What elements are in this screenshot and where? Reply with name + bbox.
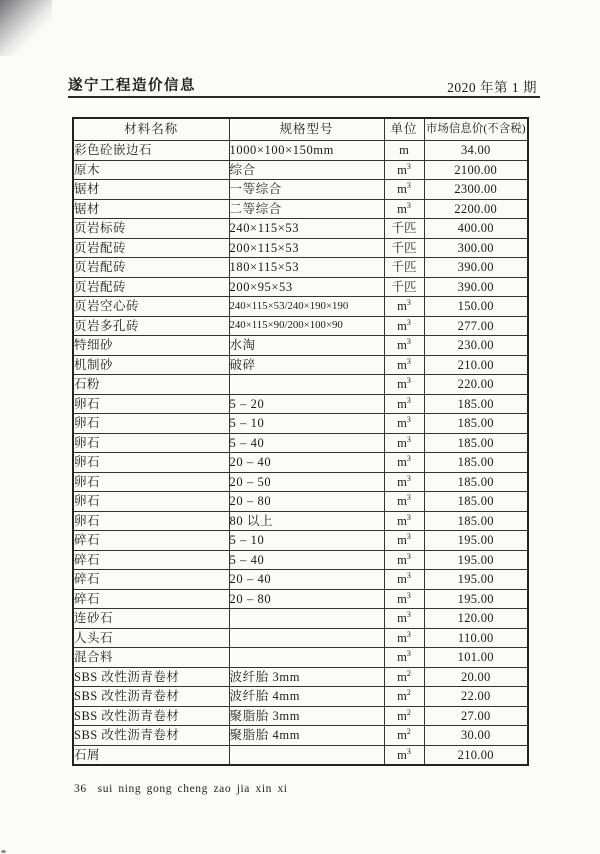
material-name-cell: 页岩配砖 [73, 258, 229, 278]
unit-cell: $m^3$ [384, 160, 424, 180]
material-name-cell: 人头石 [73, 628, 229, 648]
spec-cell: 破碎 [229, 355, 384, 375]
unit-cell: $m^3$ [384, 199, 424, 219]
material-name-cell: SBS 改性沥青卷材 [73, 667, 229, 687]
price-cell: 195.00 [424, 550, 528, 570]
price-cell: 400.00 [424, 219, 528, 239]
price-cell: 220.00 [424, 375, 528, 395]
material-name-cell: 碎石 [73, 570, 229, 590]
price-cell: 195.00 [424, 531, 528, 551]
table-row [73, 648, 528, 668]
spec-cell: 180×115×53 [229, 258, 384, 278]
table-row [73, 667, 528, 687]
table-row [73, 745, 528, 765]
unit-cell: $m^3$ [384, 355, 424, 375]
table-row [73, 687, 528, 707]
spec-cell: 20 – 50 [229, 472, 384, 492]
table-row [73, 316, 528, 336]
unit-cell: m [384, 141, 424, 161]
material-name-cell: 页岩空心砖 [73, 297, 229, 317]
unit-cell: $m^3$ [384, 336, 424, 356]
material-name-cell: 特细砂 [73, 336, 229, 356]
unit-cell: $m^2$ [384, 706, 424, 726]
spec-cell: 5 – 40 [229, 550, 384, 570]
table-row [73, 628, 528, 648]
unit-cell: $m^3$ [384, 453, 424, 473]
unit-cell: $m^3$ [384, 609, 424, 629]
price-cell: 185.00 [424, 472, 528, 492]
table-row [73, 472, 528, 492]
column-header-unit: 单位 [384, 118, 424, 141]
material-name-cell: 卵石 [73, 492, 229, 512]
table-row [73, 141, 528, 161]
unit-cell: $m^3$ [384, 394, 424, 414]
spec-cell: 5 – 10 [229, 414, 384, 434]
price-cell: 230.00 [424, 336, 528, 356]
material-name-cell: 页岩标砖 [73, 219, 229, 239]
table-row [73, 375, 528, 395]
spec-cell: 水淘 [229, 336, 384, 356]
price-cell: 27.00 [424, 706, 528, 726]
table-header-row [73, 118, 528, 141]
price-cell: 210.00 [424, 745, 528, 765]
unit-cell: $m^3$ [384, 648, 424, 668]
unit-cell: 千匹 [384, 238, 424, 258]
spec-cell: 二等综合 [229, 199, 384, 219]
price-cell: 300.00 [424, 238, 528, 258]
table-row [73, 726, 528, 746]
price-cell: 22.00 [424, 687, 528, 707]
material-name-cell: 碎石 [73, 550, 229, 570]
table-row [73, 180, 528, 200]
price-cell: 390.00 [424, 258, 528, 278]
table-row [73, 336, 528, 356]
table-row [73, 453, 528, 473]
price-cell: 2200.00 [424, 199, 528, 219]
price-cell: 2300.00 [424, 180, 528, 200]
material-name-cell: SBS 改性沥青卷材 [73, 687, 229, 707]
unit-cell: 千匹 [384, 219, 424, 239]
table-row [73, 160, 528, 180]
spec-cell: 20 – 80 [229, 492, 384, 512]
unit-cell: $m^3$ [384, 180, 424, 200]
price-cell: 185.00 [424, 453, 528, 473]
table-row [73, 589, 528, 609]
spec-cell: 综合 [229, 160, 384, 180]
table-row [73, 258, 528, 278]
unit-cell: $m^3$ [384, 492, 424, 512]
spec-cell: 5 – 20 [229, 394, 384, 414]
material-name-cell: 碎石 [73, 589, 229, 609]
spec-cell [229, 609, 384, 629]
spec-cell: 聚脂胎 3mm [229, 706, 384, 726]
unit-cell: $m^3$ [384, 472, 424, 492]
table-row [73, 570, 528, 590]
unit-cell: $m^2$ [384, 687, 424, 707]
unit-cell: $m^3$ [384, 375, 424, 395]
material-name-cell: 机制砂 [73, 355, 229, 375]
table-row [73, 433, 528, 453]
column-header-price: 市场信息价(不含税) [424, 118, 528, 141]
price-cell: 20.00 [424, 667, 528, 687]
material-name-cell: 原木 [73, 160, 229, 180]
table-row [73, 414, 528, 434]
table-row [73, 511, 528, 531]
material-name-cell: 页岩多孔砖 [73, 316, 229, 336]
spec-cell: 波纤胎 3mm [229, 667, 384, 687]
spec-cell [229, 745, 384, 765]
scan-speck [1, 850, 6, 853]
material-name-cell: 卵石 [73, 511, 229, 531]
price-table [72, 117, 529, 766]
column-header-material: 材料名称 [73, 118, 229, 141]
material-name-cell: 石粉 [73, 375, 229, 395]
price-cell: 277.00 [424, 316, 528, 336]
unit-cell: $m^3$ [384, 433, 424, 453]
table-row [73, 706, 528, 726]
unit-cell: $m^3$ [384, 297, 424, 317]
material-name-cell: 石屑 [73, 745, 229, 765]
spec-cell: 1000×100×150mm [229, 141, 384, 161]
unit-cell: 千匹 [384, 258, 424, 278]
material-name-cell: 页岩配砖 [73, 238, 229, 258]
material-name-cell: 碎石 [73, 531, 229, 551]
price-cell: 185.00 [424, 492, 528, 512]
price-table-body [73, 141, 528, 766]
unit-cell: $m^3$ [384, 414, 424, 434]
page-title: 遂宁工程造价信息 [68, 78, 196, 94]
material-name-cell: 卵石 [73, 433, 229, 453]
scan-corner-artifact [0, 0, 52, 56]
material-name-cell: 混合料 [73, 648, 229, 668]
price-cell: 185.00 [424, 511, 528, 531]
price-cell: 195.00 [424, 589, 528, 609]
spec-cell: 200×115×53 [229, 238, 384, 258]
table-row [73, 277, 528, 297]
price-cell: 185.00 [424, 433, 528, 453]
issue-label: 2020 年第 1 期 [447, 80, 537, 95]
material-name-cell: 卵石 [73, 472, 229, 492]
price-cell: 390.00 [424, 277, 528, 297]
spec-cell: 5 – 40 [229, 433, 384, 453]
material-name-cell: SBS 改性沥青卷材 [73, 726, 229, 746]
table-row [73, 238, 528, 258]
unit-cell: $m^3$ [384, 628, 424, 648]
header-divider [68, 96, 540, 98]
material-name-cell: 卵石 [73, 453, 229, 473]
table-row [73, 199, 528, 219]
unit-cell: 千匹 [384, 277, 424, 297]
price-cell: 2100.00 [424, 160, 528, 180]
spec-cell [229, 628, 384, 648]
unit-cell: $m^3$ [384, 745, 424, 765]
spec-cell: 240×115×53 [229, 219, 384, 239]
spec-cell: 20 – 40 [229, 570, 384, 590]
material-name-cell: 卵石 [73, 414, 229, 434]
price-cell: 30.00 [424, 726, 528, 746]
unit-cell: $m^2$ [384, 726, 424, 746]
table-row [73, 492, 528, 512]
spec-cell: 80 以上 [229, 511, 384, 531]
spec-cell: 一等综合 [229, 180, 384, 200]
price-cell: 101.00 [424, 648, 528, 668]
material-name-cell: 彩色砼嵌边石 [73, 141, 229, 161]
table-row [73, 355, 528, 375]
spec-cell: 20 – 40 [229, 453, 384, 473]
table-row [73, 394, 528, 414]
table-row [73, 531, 528, 551]
unit-cell: $m^2$ [384, 667, 424, 687]
table-row [73, 550, 528, 570]
table-row [73, 609, 528, 629]
unit-cell: $m^3$ [384, 550, 424, 570]
unit-cell: $m^3$ [384, 531, 424, 551]
material-name-cell: 卵石 [73, 394, 229, 414]
footer-page-pinyin: 36 sui ning gong cheng zao jia xin xi [74, 783, 288, 795]
price-cell: 150.00 [424, 297, 528, 317]
price-cell: 110.00 [424, 628, 528, 648]
unit-cell: $m^3$ [384, 511, 424, 531]
material-name-cell: 锯材 [73, 199, 229, 219]
price-cell: 210.00 [424, 355, 528, 375]
material-name-cell: SBS 改性沥青卷材 [73, 706, 229, 726]
spec-cell: 240×115×53/240×190×190 [229, 297, 384, 317]
price-cell: 185.00 [424, 394, 528, 414]
spec-cell: 5 – 10 [229, 531, 384, 551]
material-name-cell: 锯材 [73, 180, 229, 200]
material-name-cell: 页岩配砖 [73, 277, 229, 297]
unit-cell: $m^3$ [384, 570, 424, 590]
spec-cell: 波纤胎 4mm [229, 687, 384, 707]
price-cell: 34.00 [424, 141, 528, 161]
table-row [73, 297, 528, 317]
unit-cell: $m^3$ [384, 316, 424, 336]
price-cell: 120.00 [424, 609, 528, 629]
spec-cell: 聚脂胎 4mm [229, 726, 384, 746]
price-cell: 185.00 [424, 414, 528, 434]
spec-cell: 20 – 80 [229, 589, 384, 609]
spec-cell [229, 375, 384, 395]
column-header-spec: 规格型号 [229, 118, 384, 141]
spec-cell: 200×95×53 [229, 277, 384, 297]
material-name-cell: 连砂石 [73, 609, 229, 629]
table-row [73, 219, 528, 239]
price-cell: 195.00 [424, 570, 528, 590]
spec-cell [229, 648, 384, 668]
unit-cell: $m^3$ [384, 589, 424, 609]
spec-cell: 240×115×90/200×100×90 [229, 316, 384, 336]
